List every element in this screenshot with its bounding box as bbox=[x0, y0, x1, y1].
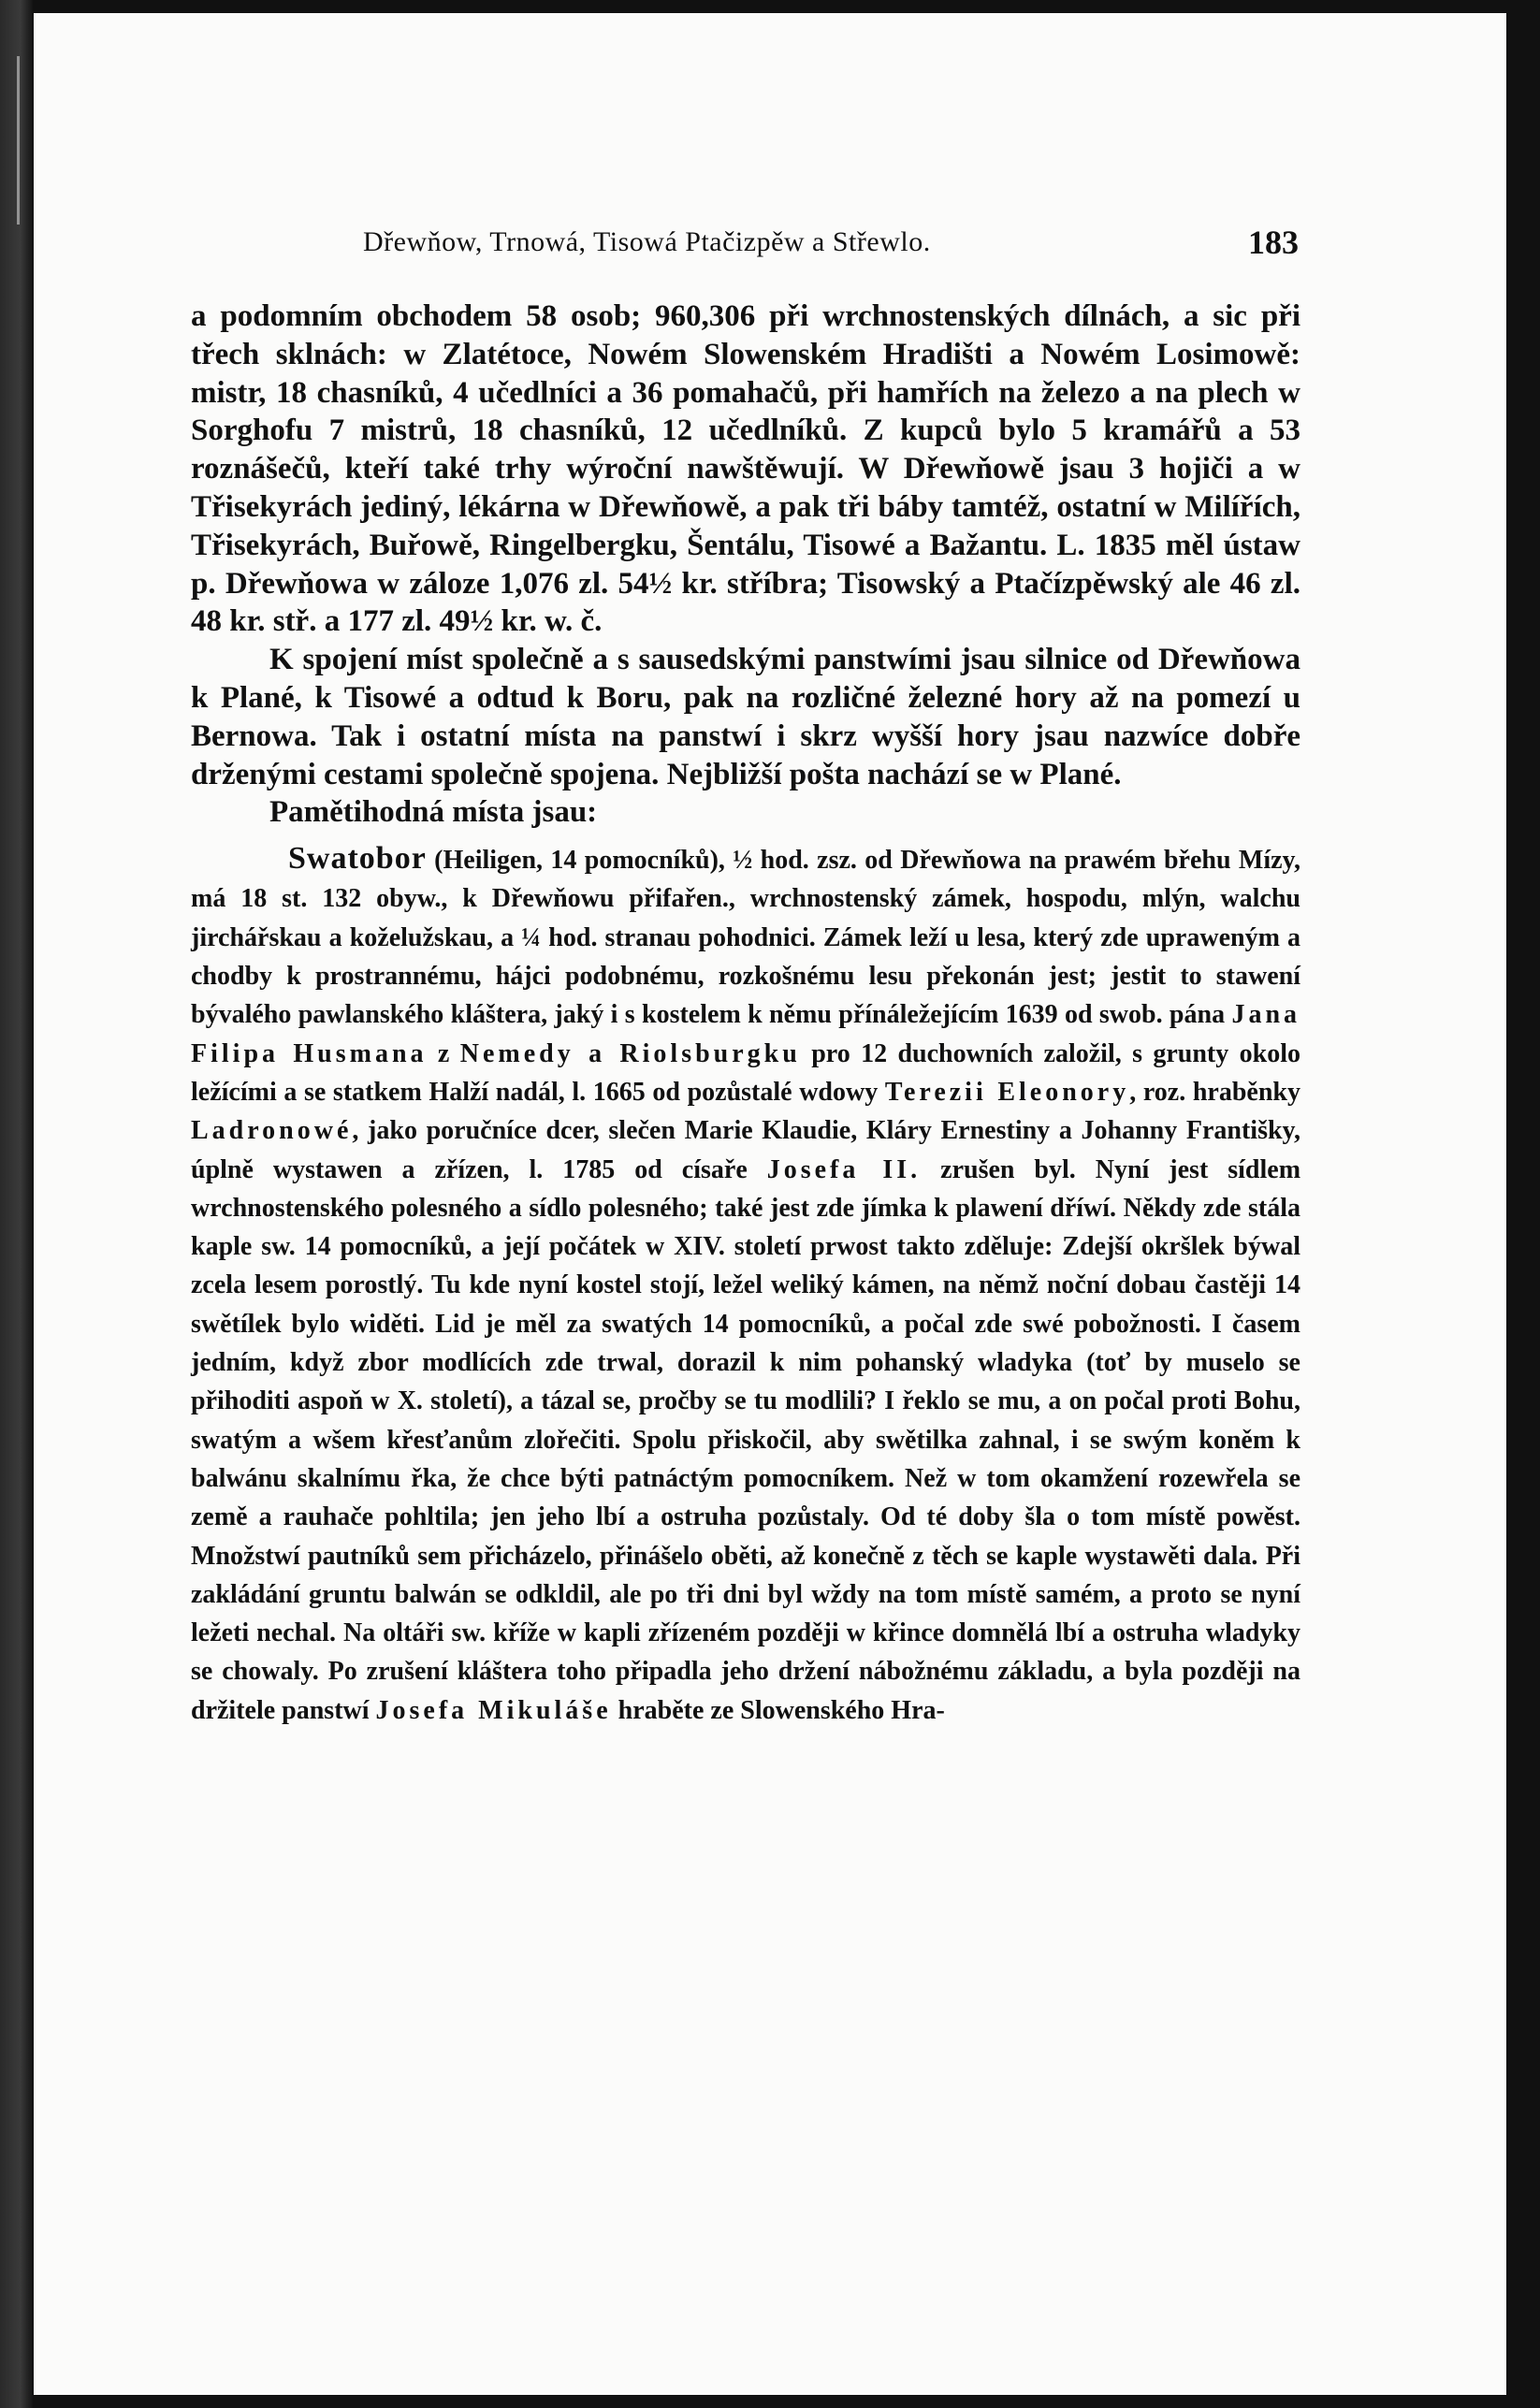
page-text bbox=[191, 297, 1300, 1730]
book-gutter bbox=[0, 0, 34, 2408]
entry-text-part: zrušen byl. Nyní jest sídlem wrchnostenského polesného a sídlo polesného; také jest zde jímka k plawení dříwí. Někdy zde stála kaple sw. 14 pomocníků, a její počátek w XIV. století prwost takto zděluje: Zdejší okršlek býwal zcela lesem porostlý. Tu kde nyní kostel stojí, ležel weliký kámen, na němž noční dobau častěji 14 swětílek bylo widěti. Lid je měl za swatých 14 pomocníků, a počal zde swé pobožnosti. I časem jedním, když zbor modlících zde trwal, dorazil k nim pohanský wladyka (toť by muselo se přihoditi aspoň w X. století), a tázal se, pročby se tu modlili? I řeklo se mu, a on počal proti Bohu, swatým a wšem křesťanům zlořečiti. Spolu přiskočil, aby swětilka zahnal, i se swým koněm k balwánu skalnímu řka, že chce býti patnáctým pomocníkem. Než w tom okamžení rozewřela se země a rauhače pohltila; jen jeho lbí a ostruha pozůstaly. Od té doby šla o tom místě powěst. Množstwí pautníků sem přicházelo, přinášelo oběti, až konečně z těch se kaple wystawěti dala. Při zakládání gruntu balwán se odkldil, ale po tři dni byl wždy na tom místě samém, a proto se nyní ležeti nechal. Na oltáři sw. kříže w kapli zřízeném později w křince domnělá lbí a ostruha wladyky se chowaly. Po zrušení kláštera toho připadla jeho držení nábožnému základu, a byla později na držitele panstwí bbox=[191, 1154, 1301, 1725]
paragraph-trade-statistics: a podomním obchodem 58 osob; 960,306 při wrchnostenských dílnách, a sic při třech sklnách: w Zlatétoce, Nowém Slowenském Hradišti a Nowém Losimowě: mistr, 18 chasníků, 4 učedlníci a 36 pomahačů, při hamřích na železo a na plech w Sorghofu 7 mistrů, 18 chasníků, 12 učedlníků. Z kupců bylo 5 kramářů a 53 roznášečů, kteří také trhy wýroční nawštěwují. W Dřewňowě jsau 3 hojiči a w Třisekyrách jediný, lékárna w Dřewňowě, a pak tři báby tamtéž, ostatní w Milířích, Třisekyrách, Buřowě, Ringelbergku, Šentálu, Tisowé a Bažantu. L. 1835 měl ústaw p. Dřewňowa w záloze 1,076 zl. 54½ kr. stříbra; Tisowský a Ptačízpěwský ale 46 zl. 48 kr. stř. a 177 zl. 49½ kr. w. č. bbox=[191, 299, 1300, 639]
entry-text-part: hraběte ze Slowenského Hra- bbox=[617, 1695, 945, 1725]
entry-text-part: , roz. hraběnky bbox=[1129, 1077, 1300, 1107]
person-name: Ladronowé bbox=[191, 1116, 353, 1146]
entry-swatobor bbox=[191, 839, 1300, 1730]
person-name: Nemedy a Riolsburgku bbox=[459, 1038, 801, 1068]
person-name: Josefa II. bbox=[766, 1154, 922, 1184]
page-number: 183 bbox=[1248, 224, 1299, 261]
entry-text-part: (Heiligen, 14 pomocníků), ½ hod. zsz. od Dřewňowa na prawém břehu Mízy, má 18 st. 132 obyw., k Dřewňowu přifařen., wrchnostenský zámek, hospodu, mlýn, walchu jirchářskau a koželužskau, a ¼ hod. stranau pohodnici. Zámek leží u lesa, který zde upraweným a chodby k prostrannému, hájci podobnému, rozkošnému lesu překonán jest; jestit to stawení bývalého pawlanského kláštera, jaký i s kostelem k němu přínáležejícím 1639 od swob. pána bbox=[191, 846, 1301, 1030]
gutter-fold-mark bbox=[17, 56, 20, 225]
entry-title: Swatobor bbox=[288, 841, 427, 877]
running-header bbox=[363, 223, 1299, 269]
entry-text-part: pro 12 duchowních založil, s grunty okolo ležícími a se statkem Halží nadál, l. 1665 od pozůstalé wdowy bbox=[191, 1038, 1300, 1107]
person-name: Terezii Eleonory bbox=[884, 1077, 1130, 1107]
person-name: Jana Filipa Husmana bbox=[191, 1000, 1301, 1068]
paragraph-notable-places-heading: Pamětihodná místa jsau: bbox=[269, 795, 598, 830]
person-name: Josefa Mikuláše bbox=[375, 1695, 612, 1725]
entry-text-part: , jako poručníce dcer, slečen Marie Klaudie, Kláry Ernestiny a Johanny Františky, úplně wystawen a zřízen, l. 1785 od císaře bbox=[191, 1116, 1300, 1184]
entry-text-part: z bbox=[437, 1038, 450, 1068]
paragraph-roads: K spojení míst společně a s sausedskými panstwími jsau silnice od Dřewňowa k Plané, k Tisowé a odtud k Boru, pak na rozličné železné hory až na pomezí u Bernowa. Tak i ostatní místa na panstwí i skrz wyšší hory jsau nazwíce dobře drženými cestami společně spojena. Nejbližší pošta nachází se w Plané. bbox=[191, 643, 1300, 791]
running-title: Dřewňow, Trnowá, Tisowá Ptačizpěw a Střewlo. bbox=[363, 226, 931, 257]
